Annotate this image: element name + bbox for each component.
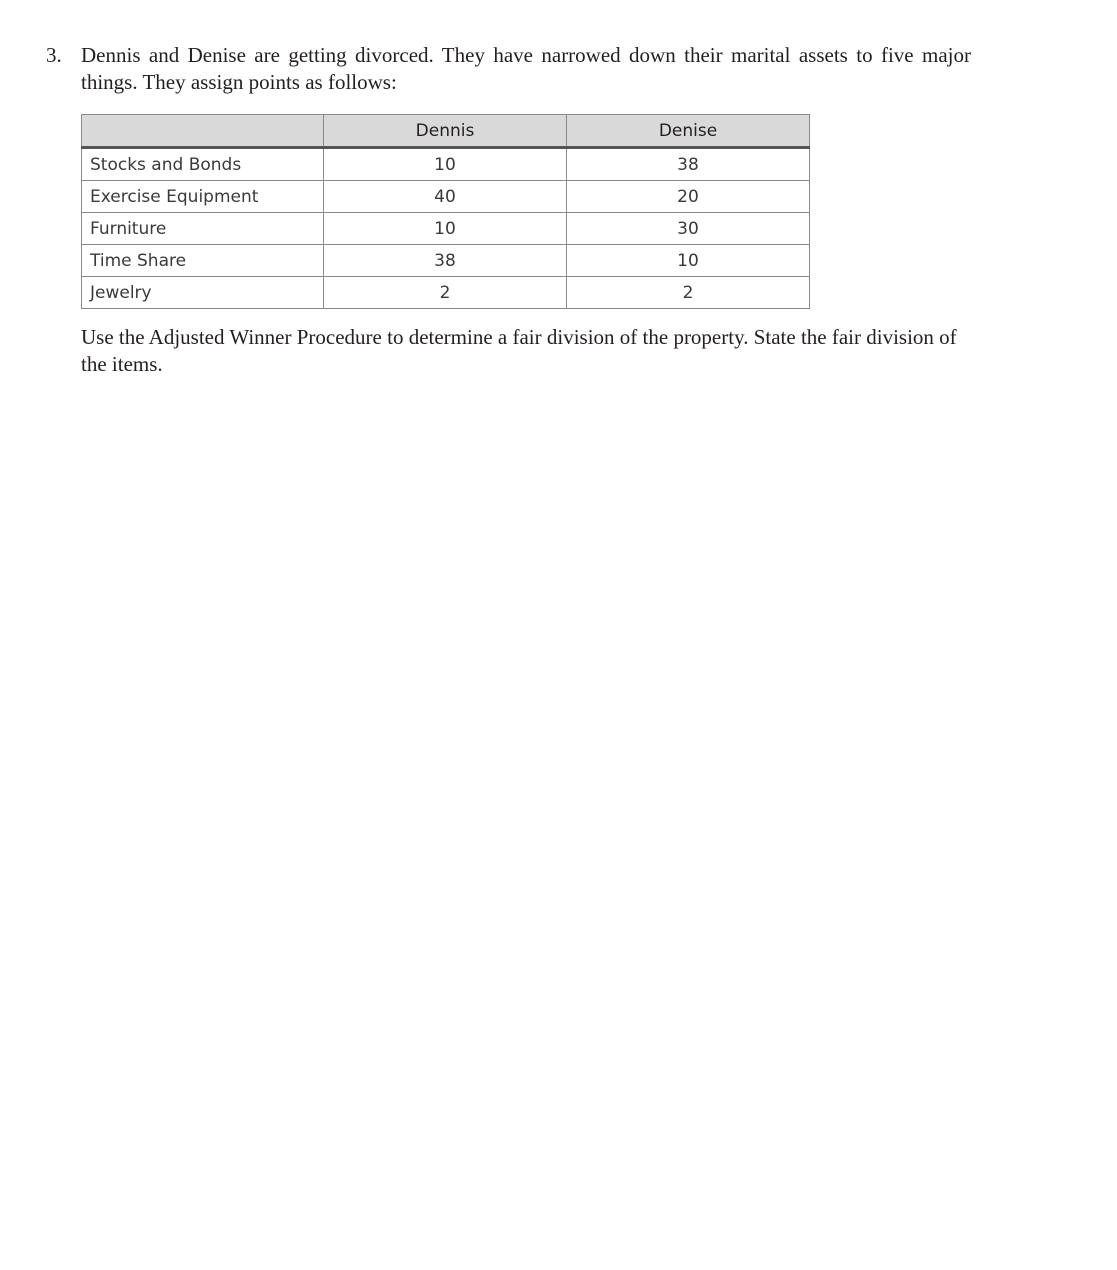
problem-number: 3. xyxy=(46,43,62,67)
points-table xyxy=(81,114,810,309)
table-cell-item: Time Share xyxy=(82,245,324,277)
table-header-dennis: Dennis xyxy=(324,115,567,148)
table-cell-dennis: 40 xyxy=(324,181,567,213)
table-cell-denise: 20 xyxy=(567,181,810,213)
table-row xyxy=(82,245,810,277)
table-cell-denise: 30 xyxy=(567,213,810,245)
table-cell-item: Furniture xyxy=(82,213,324,245)
table-row xyxy=(82,277,810,309)
table-cell-item: Jewelry xyxy=(82,277,324,309)
table-header-denise: Denise xyxy=(567,115,810,148)
table-row xyxy=(82,213,810,245)
table-cell-dennis: 38 xyxy=(324,245,567,277)
problem-text: Dennis and Denise are getting divorced. They have narrowed down their marital assets to five major things. They assign points as follows: xyxy=(81,43,971,94)
table-cell-dennis: 2 xyxy=(324,277,567,309)
table-cell-denise: 38 xyxy=(567,148,810,181)
table-header-corner xyxy=(82,115,324,148)
table-cell-denise: 10 xyxy=(567,245,810,277)
table-cell-dennis: 10 xyxy=(324,148,567,181)
table-cell-item: Stocks and Bonds xyxy=(82,148,324,181)
table-row xyxy=(82,148,810,181)
table-row xyxy=(82,181,810,213)
instruction-text: Use the Adjusted Winner Procedure to determine a fair division of the property. State the fair division of the items. xyxy=(81,325,957,376)
table-header-row xyxy=(82,115,810,148)
table-cell-dennis: 10 xyxy=(324,213,567,245)
table-cell-item: Exercise Equipment xyxy=(82,181,324,213)
table-cell-denise: 2 xyxy=(567,277,810,309)
problem-statement xyxy=(46,42,976,96)
